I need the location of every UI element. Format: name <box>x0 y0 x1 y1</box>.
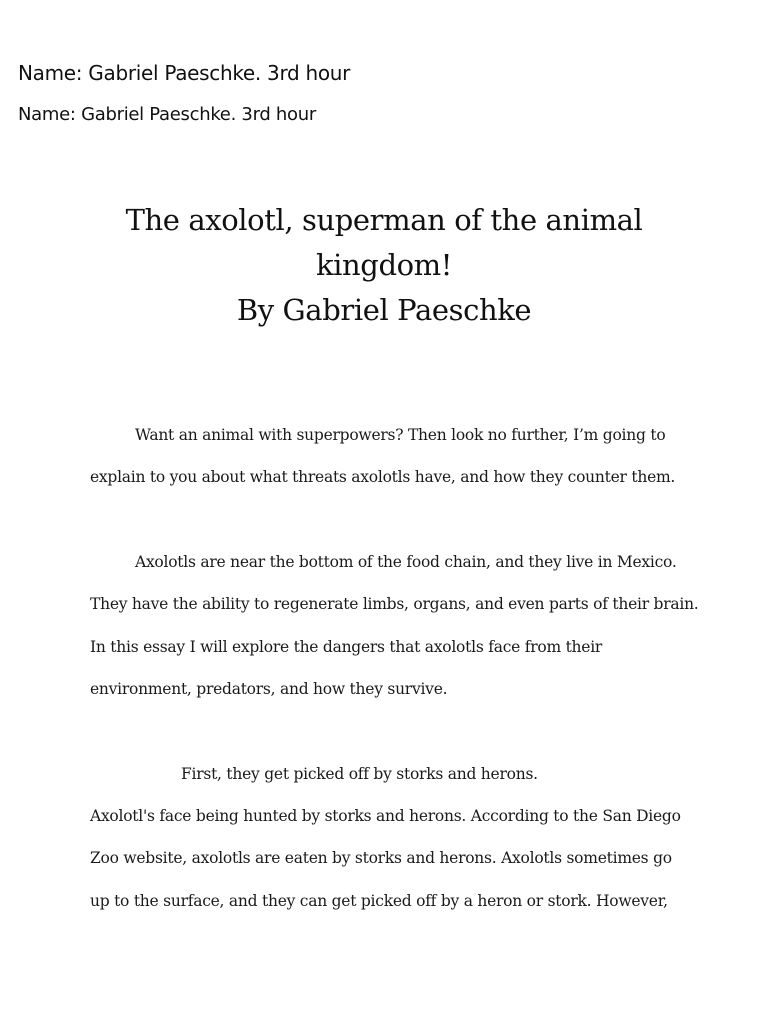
paragraph-2-line-1: Axolotls are near the bottom of the food chain, and they live in Mexico. <box>135 553 677 571</box>
paragraph-3-line-3: up to the surface, and they can get picked off by a heron or stork. However, <box>90 892 668 910</box>
essay-title-line-1: The axolotl, superman of the animal <box>125 203 643 237</box>
paragraph-3-heading: First, they get picked off by storks and herons. <box>181 765 538 783</box>
student-name-header-duplicate: Name: Gabriel Paeschke. 3rd hour <box>18 104 316 125</box>
paragraph-1-line-1: Want an animal with superpowers? Then look no further, I’m going to <box>135 426 666 444</box>
paragraph-2-line-4: environment, predators, and how they survive. <box>90 680 448 698</box>
essay-title-line-2: kingdom! <box>315 248 453 282</box>
paragraph-2-line-3: In this essay I will explore the dangers that axolotls face from their <box>90 638 603 656</box>
paragraph-2-line-2: They have the ability to regenerate limbs, organs, and even parts of their brain. <box>90 595 699 613</box>
paragraph-3-line-2: Zoo website, axolotls are eaten by storks and herons. Axolotls sometimes go <box>90 849 672 867</box>
essay-byline: By Gabriel Paeschke <box>236 293 532 327</box>
paragraph-1-line-2: explain to you about what threats axolotls have, and how they counter them. <box>90 468 676 486</box>
essay-title-block <box>0 198 768 333</box>
paragraph-3-line-1: Axolotl's face being hunted by storks and herons. According to the San Diego <box>90 807 681 825</box>
student-name-header: Name: Gabriel Paeschke. 3rd hour <box>18 61 351 85</box>
